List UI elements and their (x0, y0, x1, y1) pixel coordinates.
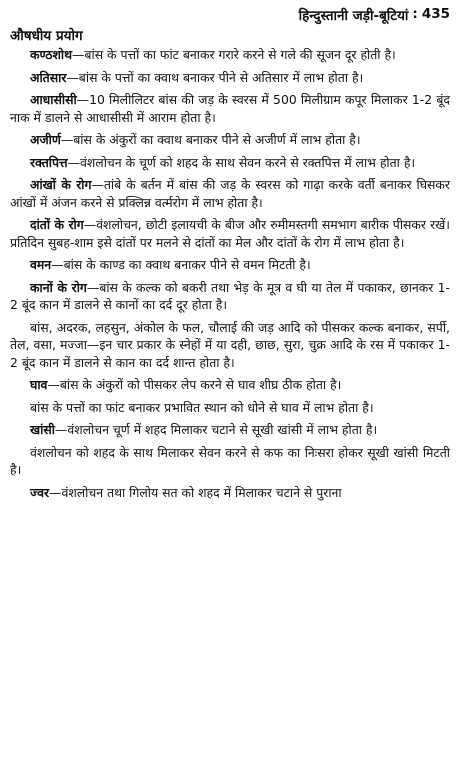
remedy-paragraph (10, 444, 450, 479)
remedy-paragraph (10, 484, 450, 502)
remedy-paragraph (10, 131, 450, 149)
remedy-term: कानों के रोग (30, 279, 87, 295)
remedy-term: आधासीसी (30, 92, 77, 107)
remedy-paragraph (10, 279, 450, 314)
page-number: 435 (421, 6, 450, 22)
remedy-term: ज्वर (30, 484, 50, 500)
remedy-text: —वंशलोचन के चूर्ण को शहद के साथ सेवन करने से रक्तपित्त में लाभ होता है। (67, 154, 416, 170)
remedy-term: वमन (30, 257, 52, 272)
remedy-paragraph (10, 399, 450, 417)
remedy-paragraph (10, 69, 450, 87)
remedy-term: खांसी (30, 422, 55, 437)
remedy-text: वंशलोचन को शहद के साथ मिलाकर सेवन करने से कफ का निःसरा होकर सूखी खांसी मिटती है। (10, 444, 450, 477)
remedy-text: —बांस के कल्क को बकरी तथा भेड़ के मूत्र व घी या तेल में पकाकर, छानकर 1-2 बूंद कान में डालने से कानों का दर्द दूर होता है। (10, 279, 450, 312)
running-header (10, 6, 450, 26)
remedy-paragraph (10, 421, 450, 439)
remedy-term: घाव (30, 377, 48, 392)
section-title: औषधीय प्रयोग (10, 28, 83, 44)
remedy-text: बांस के पत्तों का फांट बनाकर प्रभावित स्थान को धोने से घाव में लाभ होता है। (30, 399, 374, 415)
remedy-text: —10 मिलीलिटर बांस की जड़ के स्वरस में 500 मिलीग्राम कपूर मिलाकर 1-2 बूंद नाक में डालने से आधासीसी में आराम होता है। (10, 92, 450, 125)
remedy-paragraph (10, 376, 450, 394)
remedy-text: —वंशलोचन, छोटी इलायची के बीज और रुमीमस्तगी समभाग बारीक पीसकर रखें। प्रतिदिन सुबह-शाम इसे दांतों पर मलने से दांतों का मेल और दांतों के रोग में लाभ होता है। (10, 217, 450, 250)
remedy-paragraph (10, 216, 450, 251)
remedy-text: —बांस के अंकुरों का क्वाथ बनाकर पीने से अजीर्ण में लाभ होता है। (60, 132, 361, 147)
remedy-text: —बांस के पत्तों का क्वाथ बनाकर पीने से अतिसार में लाभ होता है। (66, 69, 364, 85)
remedy-term: दांतों के रोग (30, 217, 84, 232)
book-title: हिन्दुस्तानी जड़ी-बूटियां (298, 8, 409, 24)
remedy-term: अजीर्ण (30, 132, 61, 147)
remedy-text: —वंशलोचन तथा गिलोय सत को शहद में मिलाकर चटाने से पुराना (49, 484, 342, 500)
remedy-term: अतिसार (30, 69, 67, 85)
remedy-paragraph (10, 91, 450, 126)
remedy-term: कण्ठशोथ (30, 47, 73, 62)
remedy-text: —बांस के अंकुरों को पीसकर लेप करने से घाव शीघ्र ठीक होता है। (47, 377, 342, 392)
remedy-paragraph (10, 176, 450, 211)
remedy-paragraph (10, 319, 450, 372)
remedy-paragraph (10, 154, 450, 172)
header-separator: : (412, 6, 418, 22)
remedy-text: —बांस के काण्ड का क्वाथ बनाकर पीने से वमन मिटती है। (51, 257, 311, 272)
remedy-term: आंखों के रोग (30, 177, 92, 192)
remedy-text: —तांबे के बर्तन में बांस की जड़ के स्वरस को गाढ़ा करके वर्ती बनाकर घिसकर आंखों में अंजन करने से प्रक्लिन्न वर्त्मरोग में लाभ होता है। (10, 177, 451, 210)
remedy-paragraph (10, 256, 450, 274)
remedy-text: बांस, अदरक, लहसुन, अंकोल के फल, चौलाई की जड़ आदि को पीसकर कल्क बनाकर, सर्पी, तेल, वसा, मज्जा—इन चार प्रकार के स्नेहों में या दही, छाछ, सुरा, चुक्र आदि के रस में पकाकर 1-2 बूंद कान में डालने से कान का दर्द शान्त होता है। (10, 319, 450, 370)
remedy-term: रक्तपित्त (30, 154, 68, 170)
remedy-text: —वंशलोचन चूर्ण में शहद मिलाकर चटाने से सूखी खांसी में लाभ होता है। (54, 422, 378, 437)
remedy-paragraph (10, 46, 450, 64)
remedy-text: —बांस के पत्तों का फांट बनाकर गरारे करने से गले की सूजन दूर होती है। (72, 47, 396, 62)
